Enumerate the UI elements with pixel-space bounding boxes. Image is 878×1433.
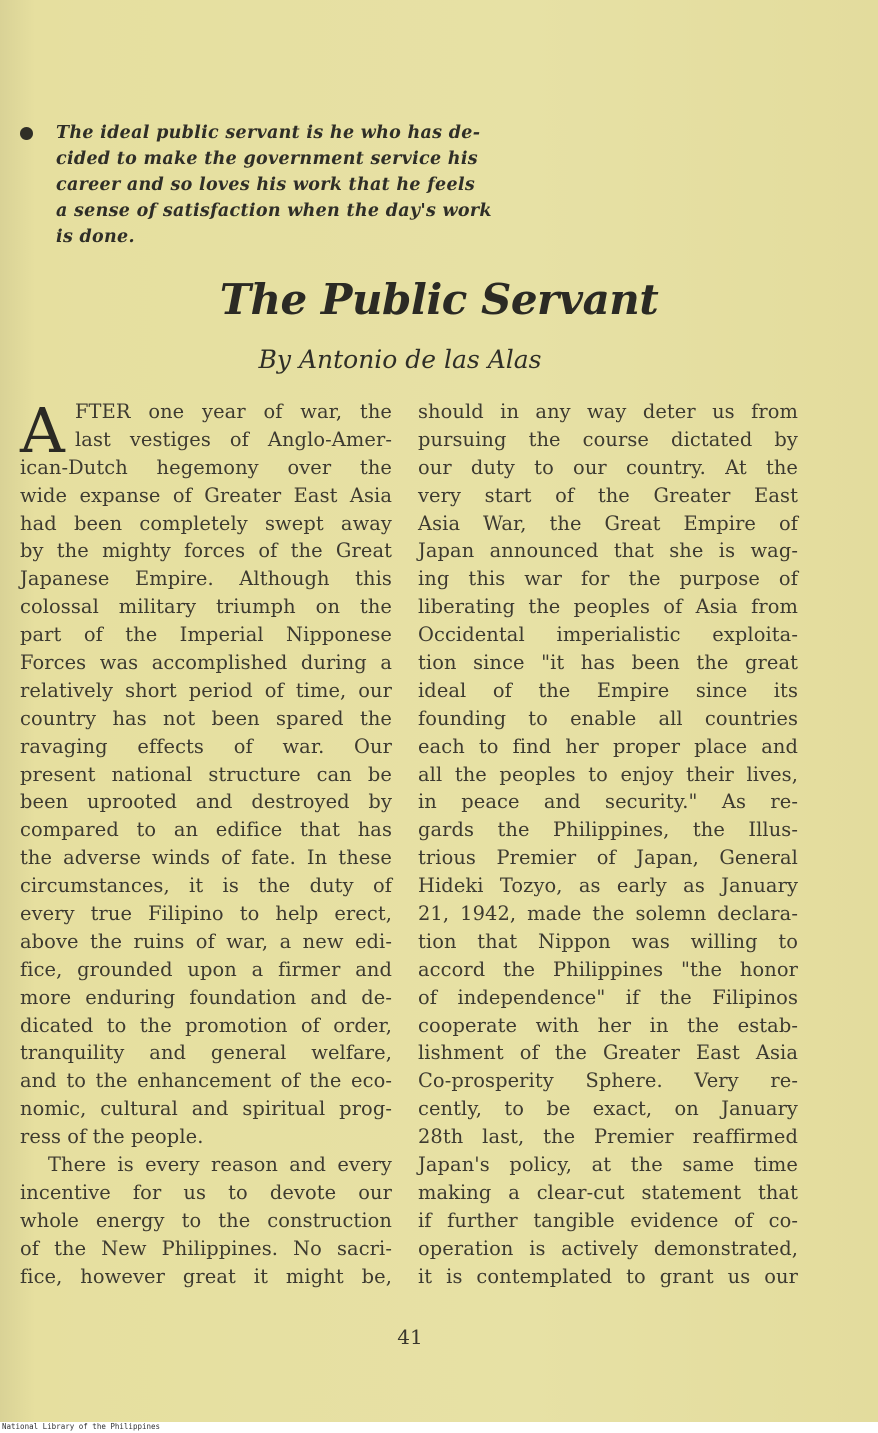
text-line: very start of the Greater East — [418, 483, 798, 507]
text-line: present national structure can be — [20, 762, 392, 786]
text-line: Occidental imperialistic exploita- — [418, 623, 798, 647]
article-title: The Public Servant — [219, 275, 659, 324]
text-line: ress of the people. — [20, 1125, 204, 1149]
text-line: nomic, cultural and spiritual prog- — [20, 1097, 392, 1121]
pull-quote-line: cided to make the government service his — [56, 149, 478, 169]
text-line: pursuing the course dictated by — [418, 427, 798, 451]
text-line: last vestiges of Anglo-Amer- — [75, 427, 392, 451]
text-line: every true Filipino to help erect, — [20, 902, 392, 926]
text-line: all the peoples to enjoy their lives, — [418, 762, 798, 786]
text-line: each to find her proper place and — [418, 734, 798, 758]
text-line: ravaging effects of war. Our — [20, 734, 392, 758]
pull-quote — [20, 120, 510, 250]
bullet-icon — [20, 127, 33, 140]
text-line: 28th last, the Premier reaffirmed — [418, 1125, 798, 1149]
pull-quote-line: is done. — [56, 227, 135, 247]
text-line: had been completely swept away — [20, 511, 392, 535]
text-line: whole energy to the construction — [20, 1208, 392, 1232]
text-line: should in any way deter us from — [418, 400, 798, 423]
text-line: relatively short period of time, our — [20, 678, 392, 702]
text-line: cooperate with her in the estab- — [418, 1013, 798, 1037]
text-line: and to the enhancement of the eco- — [20, 1069, 392, 1093]
text-line: making a clear-cut statement that — [418, 1180, 798, 1204]
text-line: Co-prosperity Sphere. Very re- — [418, 1069, 798, 1093]
text-line: tion that Nippon was willing to — [418, 929, 798, 953]
text-line: by the mighty forces of the Great — [20, 539, 392, 563]
text-line: Japan announced that she is wag- — [418, 539, 798, 563]
text-line: if further tangible evidence of co- — [418, 1208, 798, 1232]
text-line: incentive for us to devote our — [20, 1180, 392, 1204]
text-line: wide expanse of Greater East Asia — [20, 483, 392, 507]
text-line: Forces was accomplished during a — [20, 651, 392, 675]
pull-quote-line: The ideal public servant is he who has de- — [56, 123, 481, 143]
text-line: ican-Dutch hegemony over the — [20, 455, 392, 479]
text-line: fice, however great it might be, — [20, 1264, 392, 1288]
text-line: Hideki Tozyo, as early as January — [418, 874, 798, 898]
pull-quote-line: a sense of satisfaction when the day's work — [56, 201, 492, 221]
text-line: more enduring foundation and de- — [20, 985, 392, 1009]
text-line: trious Premier of Japan, General — [418, 846, 798, 870]
text-line: Japanese Empire. Although this — [20, 567, 392, 591]
text-line: part of the Imperial Nipponese — [20, 623, 392, 647]
text-line: colossal military triumph on the — [20, 595, 392, 619]
text-line: it is contemplated to grant us our — [418, 1264, 798, 1288]
text-line: fice, grounded upon a firmer and — [20, 957, 392, 981]
text-line: of the New Philippines. No sacri- — [20, 1236, 392, 1260]
text-line: operation is actively demonstrated, — [418, 1236, 798, 1260]
text-line: ideal of the Empire since its — [418, 678, 798, 702]
right-column — [418, 398, 798, 1291]
text-line: tion since "it has been the great — [418, 651, 798, 675]
text-line: above the ruins of war, a new edi- — [20, 929, 392, 953]
page-number: 41 — [397, 1325, 423, 1349]
text-line: cently, to be exact, on January — [418, 1097, 798, 1121]
text-line: lishment of the Greater East Asia — [418, 1041, 798, 1065]
text-line: circumstances, it is the duty of — [20, 874, 392, 898]
text-line: 21, 1942, made the solemn declara- — [418, 902, 798, 926]
text-line: liberating the peoples of Asia from — [418, 595, 798, 619]
footer-credit-text: National Library of the Philippines — [2, 1422, 161, 1431]
text-line: Asia War, the Great Empire of — [418, 511, 798, 535]
text-line: ing this war for the purpose of — [418, 567, 798, 591]
drop-cap: A — [20, 394, 65, 467]
text-line: FTER one year of war, the — [75, 400, 392, 423]
footer-credit — [0, 1422, 878, 1433]
pull-quote-line: career and so loves his work that he feels — [56, 175, 476, 195]
text-line: founding to enable all countries — [418, 706, 798, 730]
left-column — [20, 394, 392, 1291]
text-line: Japan's policy, at the same time — [418, 1153, 798, 1177]
text-line: compared to an edifice that has — [20, 818, 392, 842]
text-line: dicated to the promotion of order, — [20, 1013, 392, 1037]
text-line: been uprooted and destroyed by — [20, 790, 392, 814]
text-line: tranquility and general welfare, — [20, 1041, 392, 1065]
text-line: in peace and security." As re- — [418, 790, 798, 814]
text-line: of independence" if the Filipinos — [418, 985, 798, 1009]
text-line: our duty to our country. At the — [418, 455, 798, 479]
text-line: There is every reason and every — [48, 1153, 392, 1177]
text-line: country has not been spared the — [20, 706, 392, 730]
text-line: gards the Philippines, the Illus- — [418, 818, 798, 842]
text-line: accord the Philippines "the honor — [418, 957, 798, 981]
text-line: the adverse winds of fate. In these — [20, 846, 392, 870]
article-byline: By Antonio de las Alas — [258, 345, 542, 374]
